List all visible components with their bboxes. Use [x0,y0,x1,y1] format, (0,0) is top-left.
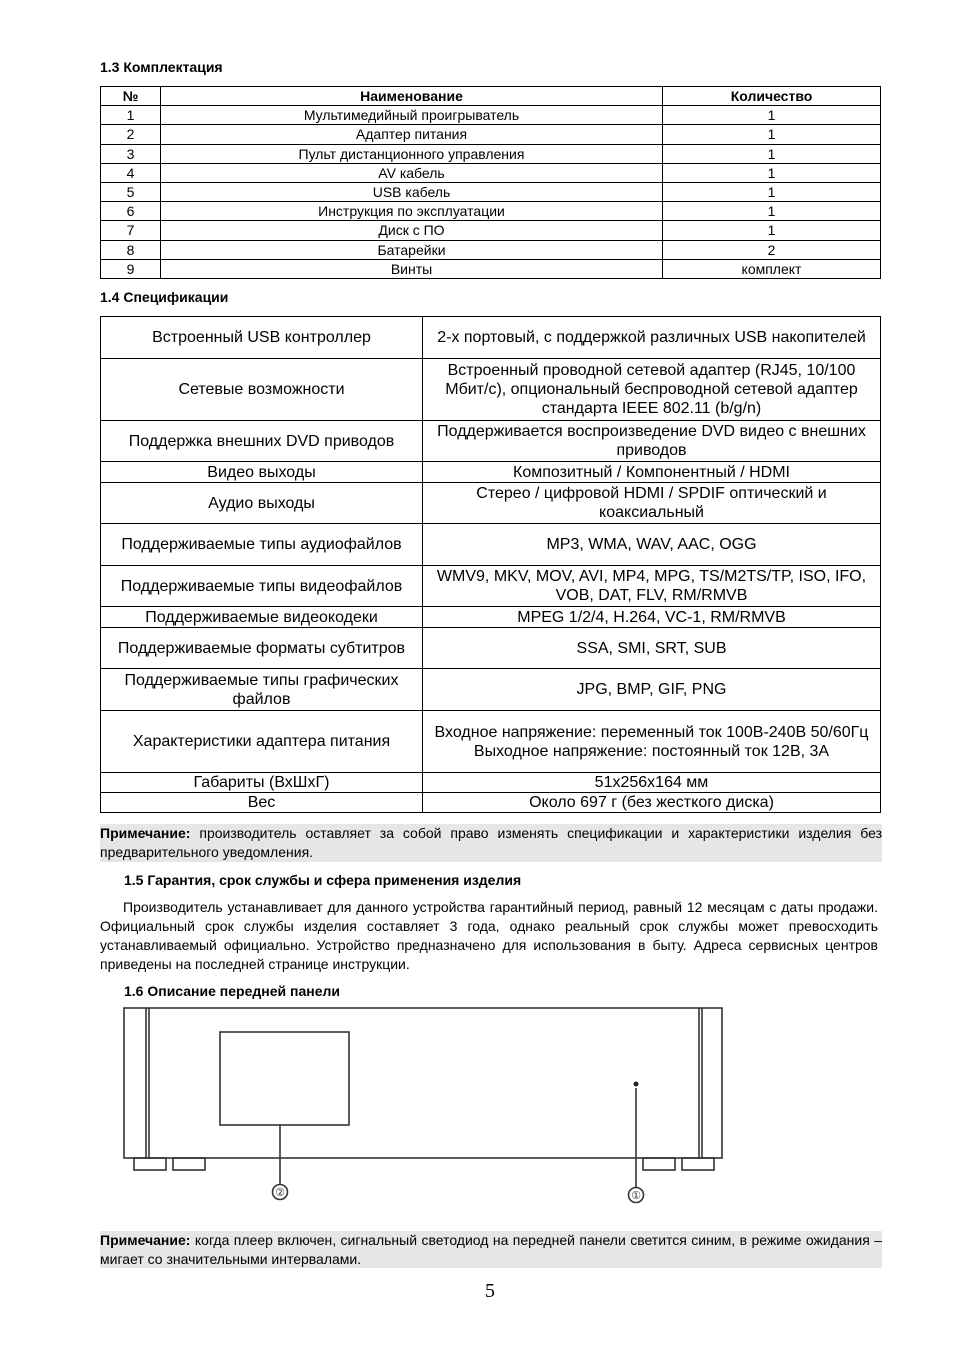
spec-value: 51x256x164 мм [423,773,881,793]
table-row [101,421,881,462]
table-row [101,793,881,813]
kit-quantity: 1 [663,125,881,144]
table-row [101,182,881,201]
display-window [220,1032,349,1125]
kit-name: Пульт дистанционного управления [161,144,663,163]
spec-name: Габариты (ВхШхГ) [101,773,423,793]
note-specifications [100,824,882,862]
kit-name: USB кабель [161,182,663,201]
kit-quantity: 1 [663,182,881,201]
spec-name: Встроенный USB контроллер [101,317,423,359]
table-row [101,483,881,524]
table-row [101,317,881,359]
kit-quantity: 1 [663,106,881,125]
front-panel-diagram [118,1004,730,1220]
spec-name: Аудио выходы [101,483,423,524]
table-row [101,711,881,773]
note-text: когда плеер включен, сигнальный светодиод на передней панели светится синим, в режиме ожидания – мигает со значительными интервалами. [100,1232,882,1267]
section-1-5-title: 1.5 Гарантия, срок службы и сфера применения изделия [124,872,522,888]
kit-number: 7 [101,221,161,240]
kit-col-number: № [101,87,161,106]
spec-value: JPG, BMP, GIF, PNG [423,669,881,711]
spec-name: Характеристики адаптера питания [101,711,423,773]
kit-number: 5 [101,182,161,201]
kit-name: Адаптер питания [161,125,663,144]
kit-name: AV кабель [161,163,663,182]
spec-name: Поддерживаемые типы аудиофайлов [101,524,423,566]
spec-value: MPEG 1/2/4, H.264, VC-1, RM/RMVB [423,607,881,628]
table-row [101,259,881,278]
table-row [101,125,881,144]
spec-value: WMV9, MKV, MOV, AVI, MP4, MPG, TS/M2TS/TP, ISO, IFO, VOB, DAT, FLV, RM/RMVB [423,566,881,607]
section-1-3-title: 1.3 Комплектация [100,59,223,75]
spec-value: Встроенный проводной сетевой адаптер (RJ45, 10/100 Мбит/с), опциональный беспроводной сетевой адаптер стандарта IEEE 802.11 (b/g/n) [423,359,881,421]
spec-name: Поддерживаемые типы видеофайлов [101,566,423,607]
kit-name: Винты [161,259,663,278]
kit-name: Инструкция по эксплуатации [161,202,663,221]
callout-1-label: ① [631,1189,641,1202]
spec-table [100,316,881,813]
table-row [101,221,881,240]
kit-number: 3 [101,144,161,163]
table-row [101,566,881,607]
kit-number: 1 [101,106,161,125]
table-row [101,773,881,793]
page-number: 5 [485,1280,495,1302]
section-1-6-title: 1.6 Описание передней панели [124,983,340,999]
kit-number: 8 [101,240,161,259]
table-row [101,628,881,669]
kit-quantity: 1 [663,163,881,182]
spec-value: SSA, SMI, SRT, SUB [423,628,881,669]
kit-number: 4 [101,163,161,182]
kit-quantity: 1 [663,144,881,163]
spec-name: Вес [101,793,423,813]
kit-col-quantity: Количество [663,87,881,106]
table-row [101,240,881,259]
callout-2-label: ② [275,1186,285,1199]
spec-name: Поддерживаемые видеокодеки [101,607,423,628]
spec-name: Видео выходы [101,462,423,483]
table-row [101,144,881,163]
spec-value: Около 697 г (без жесткого диска) [423,793,881,813]
spec-name: Сетевые возможности [101,359,423,421]
section-1-4-title: 1.4 Спецификации [100,289,229,305]
spec-value: 2-х портовый, с поддержкой различных USB накопителей [423,317,881,359]
spec-name: Поддержка внешних DVD приводов [101,421,423,462]
spec-value: Поддерживается воспроизведение DVD видео с внешних приводов [423,421,881,462]
table-row [101,163,881,182]
table-row [101,202,881,221]
kit-number: 9 [101,259,161,278]
kit-number: 2 [101,125,161,144]
spec-value: Входное напряжение: переменный ток 100В-240В 50/60Гц Выходное напряжение: постоянный ток 12В, 3А [423,711,881,773]
table-row [101,106,881,125]
kit-quantity: 1 [663,221,881,240]
device-body [124,1008,722,1158]
kit-number: 6 [101,202,161,221]
spec-value: Стерео / цифровой HDMI / SPDIF оптический и коаксиальный [423,483,881,524]
note-label: Примечание: [100,1232,191,1248]
kit-table [100,86,881,279]
kit-table-header [101,87,881,106]
left-foot [134,1158,166,1170]
kit-name: Батарейки [161,240,663,259]
note-label: Примечание: [100,825,191,841]
note-text: производитель оставляет за собой право изменять спецификации и характеристики изделия без предварительного уведомления. [100,825,882,860]
table-row [101,462,881,483]
table-row [101,607,881,628]
table-row [101,359,881,421]
table-row [101,524,881,566]
spec-value: MP3, WMA, WAV, AAC, OGG [423,524,881,566]
right-foot [643,1158,675,1170]
kit-name: Мультимедийный проигрыватель [161,106,663,125]
spec-value: Композитный / Компонентный / HDMI [423,462,881,483]
table-row [101,669,881,711]
kit-quantity: комплект [663,259,881,278]
note-led [100,1231,882,1268]
led-indicator-icon [634,1082,639,1087]
kit-col-name: Наименование [161,87,663,106]
kit-name: Диск с ПО [161,221,663,240]
spec-name: Поддерживаемые типы графических файлов [101,669,423,711]
kit-quantity: 1 [663,202,881,221]
spec-name: Поддерживаемые форматы субтитров [101,628,423,669]
kit-quantity: 2 [663,240,881,259]
warranty-paragraph: Производитель устанавливает для данного устройства гарантийный период, равный 12 месяцам с даты продажи. Официальный срок службы изделия составляет 3 года, однако реальный срок службы может превосходить устанавливаемый официально. Устройство предназначено для использования в быту. Адреса сервисных центров приведены на последней странице инструкции. [100,899,878,972]
